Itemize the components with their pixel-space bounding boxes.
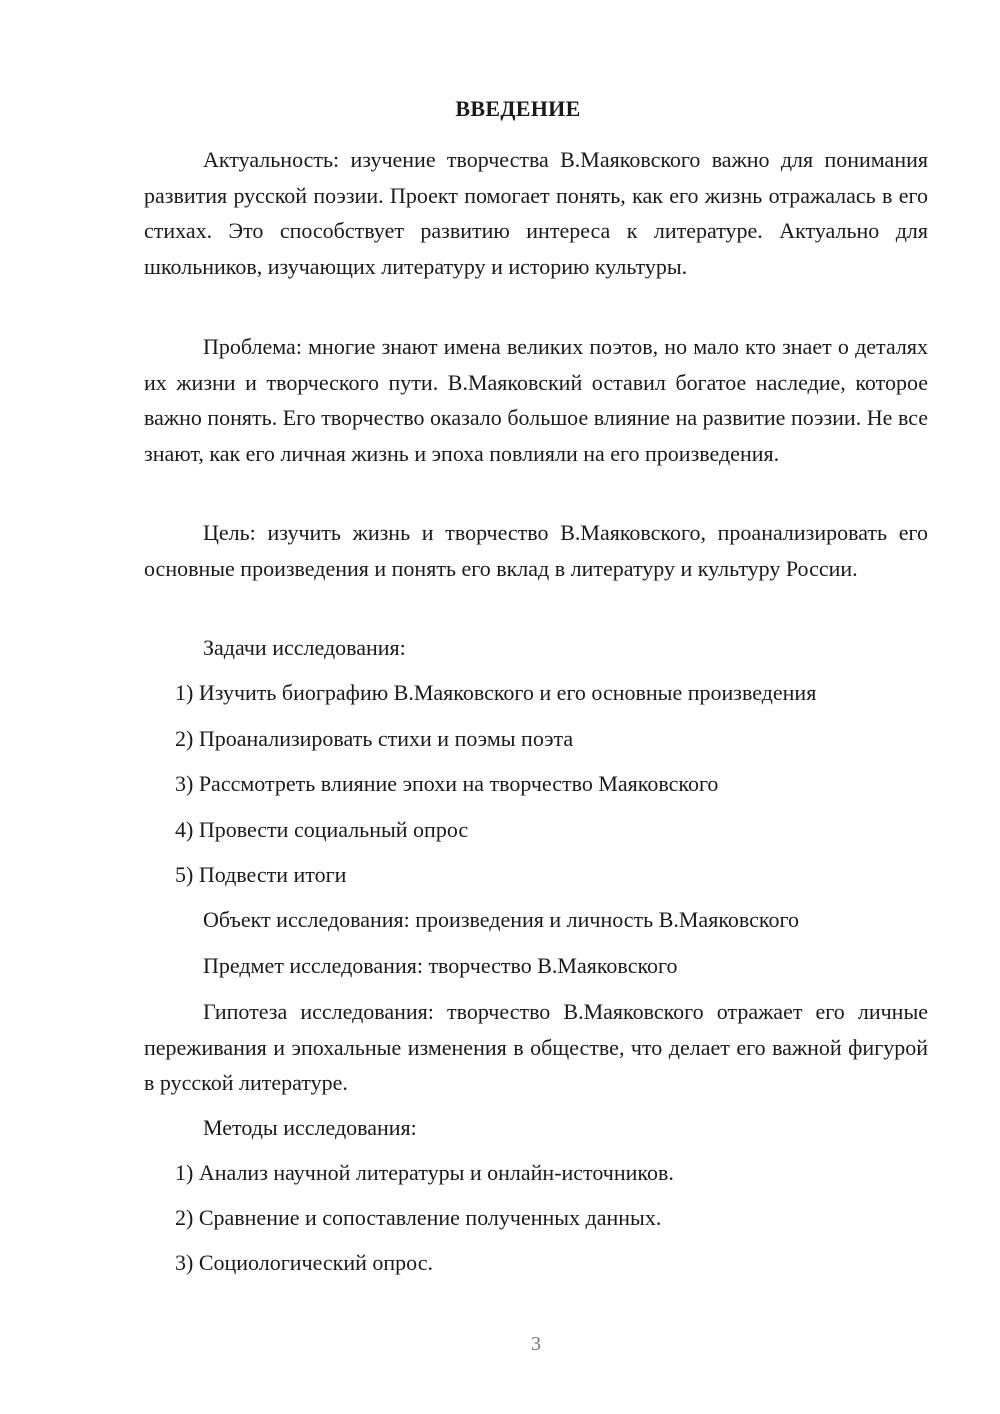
relevance-paragraph: Актуальность: изучение творчества В.Маяковского важно для понимания развития русской поэзии. Проект помогает понять, как его жизнь отражалась в его стихах. Это способствует развитию интереса к литературе. Актуально для школьников, изучающих литературу и историю культуры. [144, 147, 928, 279]
task-item: 2) Проанализировать стихи и поэмы поэта [175, 726, 574, 751]
task-item: 1) Изучить биографию В.Маяковского и его основные произведения [175, 680, 817, 705]
hypothesis-paragraph: Гипотеза исследования: творчество В.Маяковского отражает его личные переживания и эпохальные изменения в обществе, что делает его важной фигурой в русской литературе. [144, 999, 928, 1095]
task-item: 5) Подвести итоги [175, 862, 347, 887]
page-number: 3 [531, 1333, 541, 1355]
methods-heading: Методы исследования: [203, 1115, 417, 1140]
goal-paragraph: Цель: изучить жизнь и творчество В.Маяковского, проанализировать его основные произведения и понять его вклад в литературу и культуру России. [144, 520, 928, 581]
section-title: ВВЕДЕНИЕ [455, 96, 581, 121]
method-item: 3) Социологический опрос. [175, 1250, 433, 1275]
task-item: 4) Провести социальный опрос [175, 817, 469, 842]
problem-paragraph: Проблема: многие знают имена великих поэтов, но мало кто знает о деталях их жизни и творческого пути. В.Маяковский оставил богатое наследие, которое важно понять. Его творчество оказало большое влияние на развитие поэзии. Не все знают, как его личная жизнь и эпоха повлияли на его произведения. [144, 334, 928, 466]
research-object: Объект исследования: произведения и личность В.Маяковского [203, 907, 799, 932]
method-item: 2) Сравнение и сопоставление полученных данных. [175, 1205, 662, 1230]
task-item: 3) Рассмотреть влияние эпохи на творчество Маяковского [175, 771, 719, 796]
method-item: 1) Анализ научной литературы и онлайн-источников. [175, 1160, 674, 1185]
research-subject: Предмет исследования: творчество В.Маяковского [203, 953, 678, 978]
tasks-heading: Задачи исследования: [203, 635, 406, 660]
